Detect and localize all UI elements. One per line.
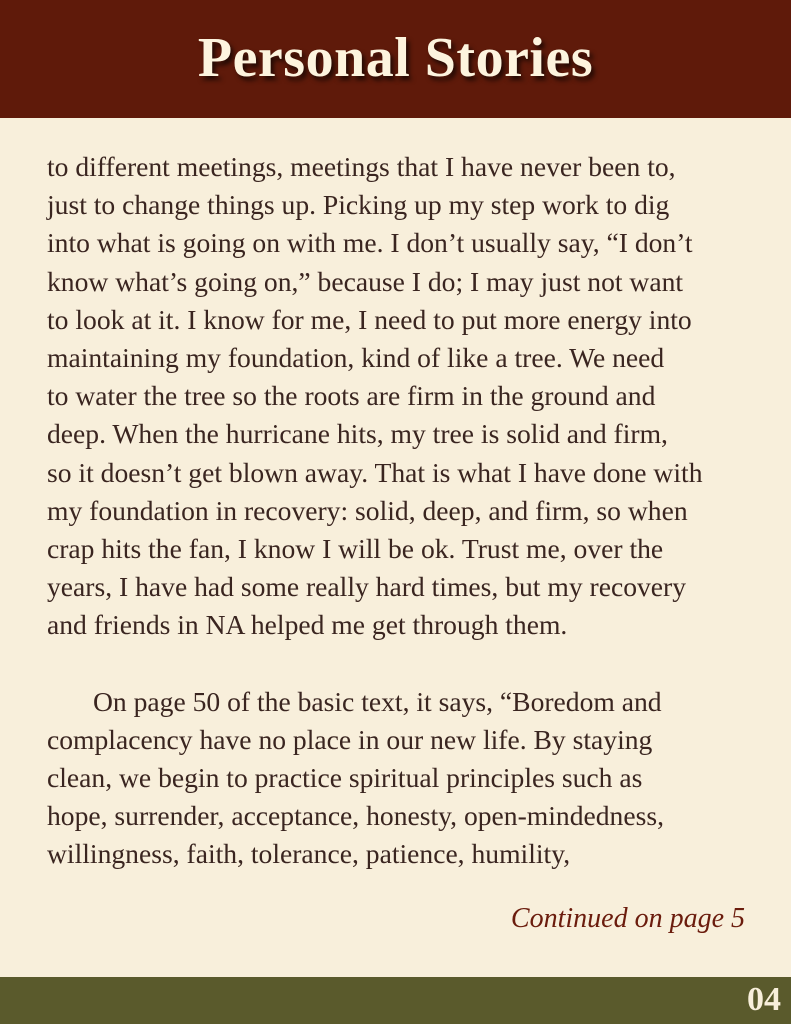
page-header (0, 0, 791, 118)
text-line: into what is going on with me. I don’t usually say, “I don’t (47, 227, 693, 259)
text-line: my foundation in recovery: solid, deep, and firm, so when (47, 494, 688, 526)
text-line: years, I have had some really hard times, but my recovery (47, 571, 687, 603)
text-line: willingness, faith, tolerance, patience, humility, (47, 838, 571, 870)
text-line: to different meetings, meetings that I have never been to, (47, 151, 676, 182)
text-line: know what’s going on,” because I do; I may just not want (47, 265, 684, 297)
text-line: hope, surrender, acceptance, honesty, open-mindedness, (47, 800, 664, 832)
continued-link[interactable]: Continued on page 5 (510, 903, 745, 934)
text-line: and friends in NA helped me get through them. (47, 609, 568, 641)
article-body (47, 148, 747, 874)
text-line: maintaining my foundation, kind of like a tree. We need (47, 342, 665, 374)
article-paragraph-1 (47, 148, 747, 645)
text-line: just to change things up. Picking up my step work to dig (47, 189, 670, 221)
text-line: deep. When the hurricane hits, my tree is solid and firm, (47, 418, 668, 450)
text-line: crap hits the fan, I know I will be ok. Trust me, over the (47, 533, 664, 565)
text-line: complacency have no place in our new life. By staying (47, 723, 653, 755)
page-number: 04 (747, 981, 781, 1018)
page-footer (0, 977, 791, 1024)
text-line: On page 50 of the basic text, it says, “Boredom and (93, 685, 662, 717)
text-line: to look at it. I know for me, I need to put more energy into (47, 303, 692, 335)
text-line: clean, we begin to practice spiritual principles such as (47, 762, 643, 794)
article-paragraph-2 (47, 683, 747, 874)
text-line: so it doesn’t get blown away. That is what I have done with (47, 456, 703, 488)
text-line: to water the tree so the roots are firm in the ground and (47, 380, 656, 412)
page-title: Personal Stories (197, 27, 594, 89)
